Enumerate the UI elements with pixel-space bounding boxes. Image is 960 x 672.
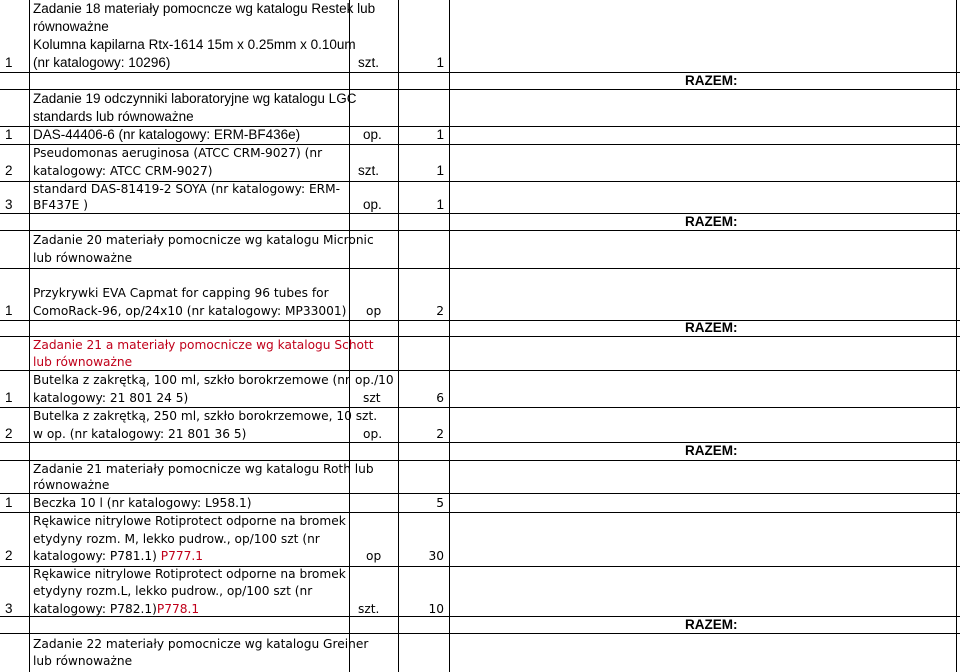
item-no: 3	[5, 197, 13, 212]
section-title: standards lub równoważne	[33, 109, 194, 124]
item-desc: w op. (nr katalogowy: 21 801 36 5)	[33, 427, 247, 441]
item-desc: standard DAS-81419-2 SOYA (nr katalogowy: ERM-	[33, 182, 341, 196]
item-unit: op./10	[355, 373, 394, 387]
row-divider	[0, 320, 960, 321]
item-unit: op.	[363, 197, 382, 212]
section-title: Zadanie 20 materiały pomocnicze wg katalogu Micronic	[33, 233, 374, 247]
section-title: lub równoważne	[33, 654, 133, 668]
row-divider	[0, 72, 960, 73]
item-qty: 2	[436, 304, 444, 318]
item-unit: szt.	[358, 602, 380, 616]
item-desc: Rękawice nitrylowe Rotiprotect odporne na bromek	[33, 567, 346, 581]
item-no: 1	[5, 495, 13, 510]
item-desc: Rękawice nitrylowe Rotiprotect odporne na bromek	[33, 514, 346, 528]
item-desc: katalogowy: 21 801 24 5)	[33, 391, 189, 405]
item-unit: szt	[363, 391, 381, 405]
item-no: 3	[5, 601, 13, 616]
razem-label: RAZEM:	[685, 320, 738, 335]
section-title: równoważne	[33, 19, 109, 34]
section-title: lub równoważne	[33, 251, 133, 265]
item-no: 1	[5, 127, 13, 142]
item-unit: op	[366, 304, 382, 318]
item-desc: etydyny rozm. M, lekko pudrow., op/100 szt (nr	[33, 532, 320, 546]
item-desc	[33, 600, 199, 618]
item-desc: DAS-44406-6 (nr katalogowy: ERM-BF436e)	[33, 127, 301, 142]
item-qty: 10	[428, 602, 444, 616]
section-title: Zadanie 18 materiały pomocncze wg katalogu Restek lub	[33, 1, 376, 16]
item-qty: 2	[436, 427, 444, 441]
item-no: 2	[5, 426, 13, 441]
section-title: lub równoważne	[33, 355, 133, 369]
item-desc: Beczka 10 l (nr katalogowy: L958.1)	[33, 496, 252, 510]
row-divider	[0, 268, 960, 269]
row-divider	[0, 633, 960, 634]
item-unit: op.	[363, 127, 382, 142]
razem-label: RAZEM:	[685, 73, 738, 88]
item-unit: szt.	[358, 163, 380, 178]
section-title: Zadanie 21 materiały pomocnicze wg katalogu Roth lub	[33, 462, 374, 476]
row-divider	[0, 213, 960, 214]
item-no: 1	[5, 55, 13, 70]
item-desc: BF437E )	[33, 198, 88, 212]
item-desc: Butelka z zakrętką, 250 ml, szkło borokrzemowe, 10 szt.	[33, 409, 378, 423]
item-unit: op	[366, 549, 382, 563]
item-qty: 6	[436, 391, 444, 405]
item-desc: ComoRack-96, op/24x10 (nr katalogowy: MP33001)	[33, 304, 347, 318]
item-desc-text: katalogowy: P781.1)	[33, 549, 161, 563]
item-qty: 1	[436, 163, 444, 178]
item-desc-red: P777.1	[160, 549, 203, 563]
item-qty: 1	[436, 197, 444, 212]
item-qty: 5	[436, 496, 444, 510]
razem-label: RAZEM:	[685, 214, 738, 229]
item-desc-red: P778.1	[156, 602, 200, 616]
item-desc: etydyny rozm.L, lekko pudrow., op/100 szt (nr	[33, 584, 313, 598]
razem-label: RAZEM:	[685, 617, 738, 632]
item-no: 1	[5, 390, 13, 405]
section-title: Zadanie 21 a materiały pomocnicze wg katalogu Schott	[33, 338, 374, 352]
item-unit: op.	[363, 427, 383, 441]
item-qty: 30	[428, 549, 444, 563]
item-qty: 1	[436, 127, 444, 142]
item-desc: (nr katalogowy: 10296)	[33, 55, 171, 70]
item-qty: 1	[436, 55, 444, 70]
section-title: równoważne	[33, 478, 110, 492]
item-desc: Kolumna kapilarna Rtx-1614 15m x 0.25mm x 0.10um	[33, 37, 356, 52]
item-desc: Przykrywki EVA Capmat for capping 96 tubes for	[33, 286, 329, 300]
item-no: 2	[5, 548, 13, 563]
item-unit: szt.	[358, 55, 380, 70]
item-no: 1	[5, 303, 13, 318]
section-title: Zadanie 22 materiały pomocnicze wg katalogu Greiner	[33, 637, 369, 651]
item-desc: Pseudomonas aeruginosa (ATCC CRM-9027) (nr	[33, 146, 323, 160]
razem-label: RAZEM:	[685, 443, 738, 458]
item-desc	[33, 547, 203, 565]
section-title: Zadanie 19 odczynniki laboratoryjne wg katalogu LGC	[33, 91, 357, 106]
item-desc-text: katalogowy: P782.1)	[33, 602, 157, 616]
item-desc: Butelka z zakrętką, 100 ml, szkło borokrzemowe (nr	[33, 373, 350, 387]
item-desc: katalogowy: ATCC CRM-9027)	[33, 164, 213, 178]
item-no: 2	[5, 163, 13, 178]
